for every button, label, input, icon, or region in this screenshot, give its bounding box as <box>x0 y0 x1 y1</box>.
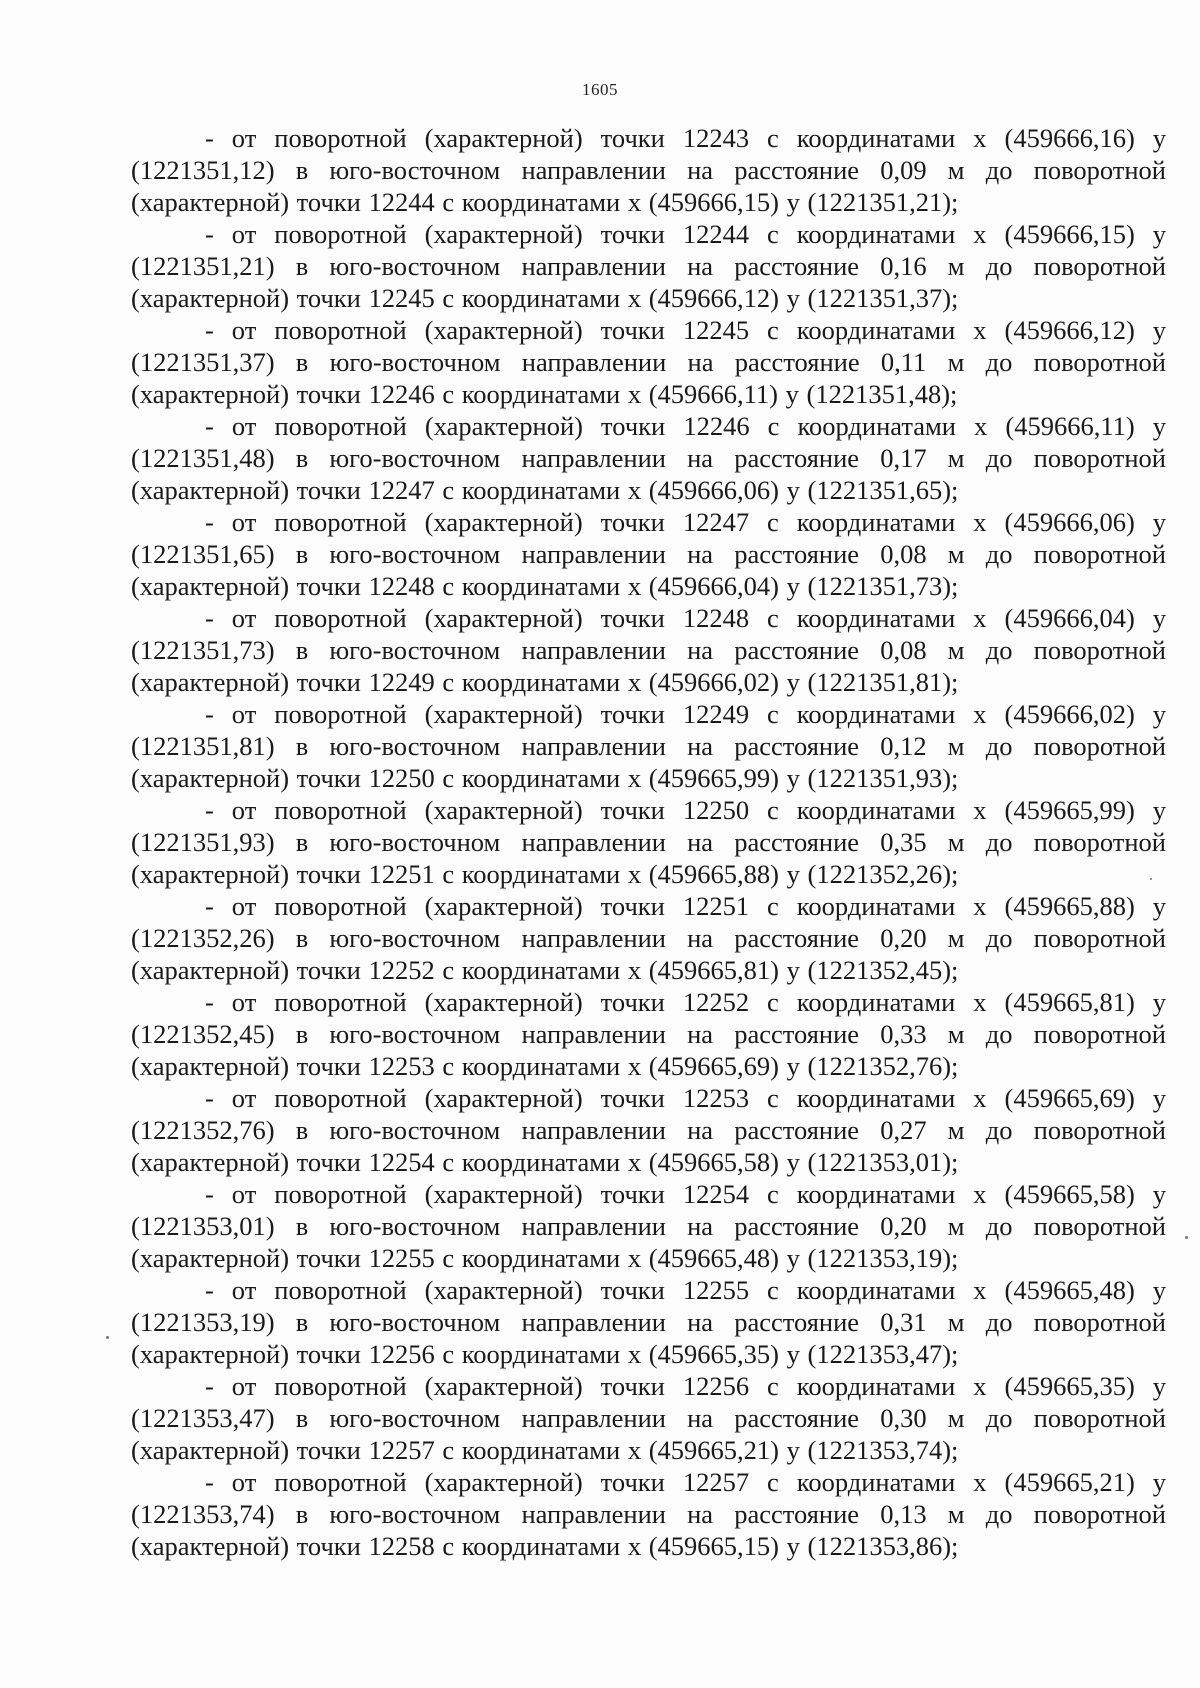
boundary-segment-paragraph: - от поворотной (характерной) точки 12243 с координатами х (459666,16) у (1221351,12) в юго-восточном направлении на расстояние 0,09 м до поворотной (характерной) точки 12244 с координатами х (459666,15) у (1221351,21); <box>131 123 1166 217</box>
boundary-segment-paragraph: - от поворотной (характерной) точки 12244 с координатами х (459666,15) у (1221351,21) в юго-восточном направлении на расстояние 0,16 м до поворотной (характерной) точки 12245 с координатами х (459666,12) у (1221351,37); <box>131 219 1166 313</box>
boundary-segment-paragraph: - от поворотной (характерной) точки 12257 с координатами х (459665,21) у (1221353,74) в юго-восточном направлении на расстояние 0,13 м до поворотной (характерной) точки 12258 с координатами х (459665,15) у (1221353,86); <box>131 1467 1166 1561</box>
page-number: 1605 <box>582 80 618 99</box>
boundary-segment-paragraph: - от поворотной (характерной) точки 12253 с координатами х (459665,69) у (1221352,76) в юго-восточном направлении на расстояние 0,27 м до поворотной (характерной) точки 12254 с координатами х (459665,58) у (1221353,01); <box>131 1083 1166 1177</box>
boundary-segment-paragraph: - от поворотной (характерной) точки 12246 с координатами х (459666,11) у (1221351,48) в юго-восточном направлении на расстояние 0,17 м до поворотной (характерной) точки 12247 с координатами х (459666,06) у (1221351,65); <box>131 411 1166 505</box>
boundary-segment-paragraph: - от поворотной (характерной) точки 12251 с координатами х (459665,88) у (1221352,26) в юго-восточном направлении на расстояние 0,20 м до поворотной (характерной) точки 12252 с координатами х (459665,81) у (1221352,45); <box>131 891 1166 985</box>
boundary-segment-paragraph: - от поворотной (характерной) точки 12245 с координатами х (459666,12) у (1221351,37) в юго-восточном направлении на расстояние 0,11 м до поворотной (характерной) точки 12246 с координатами х (459666,11) у (1221351,48); <box>131 315 1166 409</box>
boundary-segment-paragraph: - от поворотной (характерной) точки 12247 с координатами х (459666,06) у (1221351,65) в юго-восточном направлении на расстояние 0,08 м до поворотной (характерной) точки 12248 с координатами х (459666,04) у (1221351,73); <box>131 507 1166 601</box>
boundary-segment-paragraph: - от поворотной (характерной) точки 12252 с координатами х (459665,81) у (1221352,45) в юго-восточном направлении на расстояние 0,33 м до поворотной (характерной) точки 12253 с координатами х (459665,69) у (1221352,76); <box>131 987 1166 1081</box>
boundary-segment-paragraph: - от поворотной (характерной) точки 12248 с координатами х (459666,04) у (1221351,73) в юго-восточном направлении на расстояние 0,08 м до поворотной (характерной) точки 12249 с координатами х (459666,02) у (1221351,81); <box>131 603 1166 697</box>
boundary-segment-paragraph: - от поворотной (характерной) точки 12249 с координатами х (459666,02) у (1221351,81) в юго-восточном направлении на расстояние 0,12 м до поворотной (характерной) точки 12250 с координатами х (459665,99) у (1221351,93); <box>131 699 1166 793</box>
boundary-segment-paragraph: - от поворотной (характерной) точки 12250 с координатами х (459665,99) у (1221351,93) в юго-восточном направлении на расстояние 0,35 м до поворотной (характерной) точки 12251 с координатами х (459665,88) у (1221352,26); <box>131 795 1166 889</box>
scan-speck <box>1185 1236 1188 1239</box>
boundary-segment-paragraph: - от поворотной (характерной) точки 12255 с координатами х (459665,48) у (1221353,19) в юго-восточном направлении на расстояние 0,31 м до поворотной (характерной) точки 12256 с координатами х (459665,35) у (1221353,47); <box>131 1275 1166 1369</box>
boundary-segment-paragraph: - от поворотной (характерной) точки 12254 с координатами х (459665,58) у (1221353,01) в юго-восточном направлении на расстояние 0,20 м до поворотной (характерной) точки 12255 с координатами х (459665,48) у (1221353,19); <box>131 1179 1166 1273</box>
boundary-segment-paragraph: - от поворотной (характерной) точки 12256 с координатами х (459665,35) у (1221353,47) в юго-восточном направлении на расстояние 0,30 м до поворотной (характерной) точки 12257 с координатами х (459665,21) у (1221353,74); <box>131 1371 1166 1465</box>
scan-speck <box>106 1336 109 1339</box>
document-body <box>131 122 1166 1562</box>
scan-speck <box>1150 878 1152 880</box>
